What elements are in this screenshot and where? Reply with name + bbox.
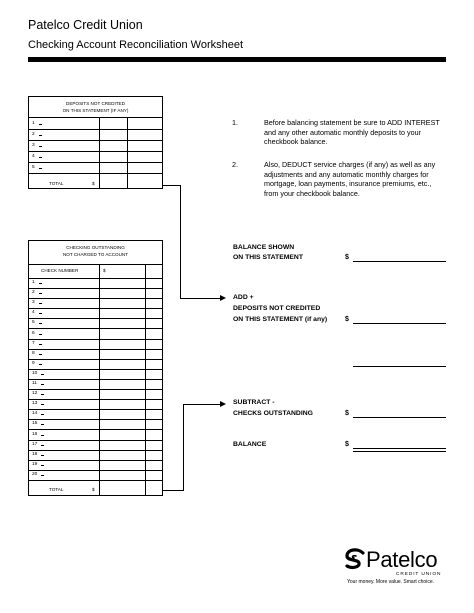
- checks-row-dash: [41, 435, 44, 436]
- deposits-total-currency: $: [92, 181, 95, 186]
- checks-row-number: 18: [32, 451, 38, 457]
- checks-row-dash: [41, 455, 44, 456]
- add-deposits-label-line2: DEPOSITS NOT CREDITED: [233, 305, 321, 312]
- deposits-row: [29, 162, 162, 174]
- checks-column-divider: [99, 265, 100, 495]
- checks-row-dash: [41, 424, 44, 425]
- checks-row-dash: [41, 394, 44, 395]
- checks-row-number: 13: [32, 401, 38, 407]
- checks-total-currency: $: [92, 487, 95, 492]
- checks-row-number: 11: [32, 381, 37, 387]
- balance-field-double-rule: [353, 451, 446, 452]
- checks-row-dash: [39, 323, 42, 324]
- checks-row-number: 12: [32, 391, 38, 397]
- deposits-row-dash: [39, 146, 42, 147]
- document-subtitle: Checking Account Reconciliation Worksheet: [28, 39, 244, 51]
- checks-row-number: 1: [32, 280, 35, 286]
- checks-connector-h2: [183, 404, 222, 405]
- logo-tagline: Your money. More value. Smart choice.: [347, 579, 434, 585]
- checks-table-header: [29, 241, 162, 265]
- checks-row-number: 6: [32, 330, 35, 336]
- add-deposits-label-line1: ADD +: [233, 294, 254, 301]
- checks-row-number: 16: [32, 431, 38, 437]
- deposits-table-header: [29, 97, 162, 118]
- checks-total-label: TOTAL: [49, 487, 64, 492]
- checks-row-number: 17: [32, 441, 38, 447]
- instruction-2: [232, 160, 444, 210]
- deposits-connector-h2: [180, 298, 222, 299]
- deposits-row-number: 5: [32, 164, 35, 170]
- deposits-column-divider: [99, 118, 100, 188]
- balance-shown-label-line1: BALANCE SHOWN: [233, 244, 295, 251]
- checks-column-header-row: [29, 265, 162, 279]
- subtract-checks-currency: $: [345, 410, 349, 417]
- instruction-1-text: Before balancing statement be sure to ADD INTEREST and any other automatic monthly deposits to your checkbook balance.: [264, 118, 440, 147]
- checks-row-dash: [39, 344, 42, 345]
- checks-row-number: 7: [32, 340, 35, 346]
- checks-column-divider: [145, 265, 146, 495]
- balance-shown-field[interactable]: [353, 261, 446, 262]
- instruction-2-text: Also, DEDUCT service charges (if any) as well as any adjustments and any automatic monthly charges for mortgage, loan payments, insurance premiums, etc., from your checkbook balance.: [264, 160, 436, 198]
- subtract-checks-label-line2: CHECKS OUTSTANDING: [233, 410, 313, 417]
- checks-row-number: 19: [32, 461, 38, 467]
- deposits-arrow-icon: [220, 295, 226, 301]
- deposits-not-credited-table: [28, 96, 163, 189]
- checks-row-dash: [39, 313, 42, 314]
- patelco-swoosh-icon: [344, 548, 366, 572]
- checks-row-dash: [39, 334, 42, 335]
- balance-shown-currency: $: [345, 254, 349, 261]
- checks-row-number: 4: [32, 310, 35, 316]
- checks-row-dash: [41, 445, 44, 446]
- deposits-row-dash: [39, 135, 42, 136]
- checks-row-number: 8: [32, 350, 35, 356]
- instruction-1: [232, 118, 444, 158]
- deposits-row-dash: [39, 157, 42, 158]
- deposits-row-number: 4: [32, 153, 35, 159]
- checks-row-number: 5: [32, 320, 35, 326]
- balance-field[interactable]: [353, 448, 446, 449]
- checks-row-dash: [39, 293, 42, 294]
- balance-currency: $: [345, 441, 349, 448]
- checks-header-line1: CHECKING OUTSTANDING: [66, 245, 125, 250]
- checks-row-dash: [41, 465, 44, 466]
- deposits-total-label: TOTAL: [49, 181, 64, 186]
- checks-connector-h1: [163, 490, 183, 491]
- instruction-1-number: 1.: [232, 118, 238, 127]
- check-number-column-label: CHECK NUMBER: [41, 268, 79, 273]
- checks-arrow-icon: [220, 401, 226, 407]
- checks-row-number: 10: [32, 370, 38, 376]
- check-amount-column-currency: $: [103, 268, 106, 273]
- checks-outstanding-table: [28, 240, 163, 496]
- checks-header-line2: NOT CHARGED TO ACCOUNT: [62, 251, 129, 257]
- checks-row-number: 14: [32, 411, 38, 417]
- checks-row: [29, 470, 162, 481]
- checks-row-dash: [39, 364, 42, 365]
- checks-row-dash: [41, 374, 44, 375]
- add-deposits-label-line3: ON THIS STATEMENT (if any): [233, 316, 328, 323]
- checks-row-number: 20: [32, 471, 38, 477]
- add-deposits-subtotal-field[interactable]: [353, 366, 446, 367]
- checks-row-number: 2: [32, 290, 35, 296]
- instruction-2-number: 2.: [232, 160, 238, 169]
- add-deposits-field[interactable]: [353, 323, 446, 324]
- logo-wordmark: Patelco: [366, 547, 438, 572]
- checks-row-dash: [41, 414, 44, 415]
- checks-row-number: 9: [32, 360, 35, 366]
- balance-label: BALANCE: [233, 441, 267, 448]
- deposits-row-number: 2: [32, 131, 35, 137]
- balance-shown-label-line2: ON THIS STATEMENT: [233, 254, 303, 261]
- subtract-checks-field[interactable]: [353, 417, 446, 418]
- deposits-row-number: 3: [32, 142, 35, 148]
- checks-row-dash: [41, 384, 44, 385]
- logo-subline: CREDIT UNION: [396, 572, 442, 577]
- checks-row-dash: [39, 354, 42, 355]
- deposits-header-line1: DEPOSITS NOT CREDITED: [66, 101, 125, 106]
- add-deposits-currency: $: [345, 316, 349, 323]
- checks-row-number: 15: [32, 421, 38, 427]
- deposits-row-dash: [39, 168, 42, 169]
- deposits-connector-v: [180, 185, 181, 298]
- checks-row-dash: [41, 404, 44, 405]
- deposits-header-line2: ON THIS STATEMENT (IF ANY): [62, 107, 129, 113]
- document-title: Patelco Credit Union: [28, 18, 143, 32]
- deposits-row-dash: [39, 124, 42, 125]
- deposits-row-number: 1: [32, 120, 35, 126]
- subtract-checks-label-line1: SUBTRACT -: [233, 399, 275, 406]
- header-rule: [28, 57, 446, 62]
- checks-row-dash: [39, 283, 42, 284]
- deposits-column-divider: [127, 118, 128, 188]
- checks-row-dash: [41, 475, 44, 476]
- checks-row-number: 3: [32, 300, 35, 306]
- deposits-connector-h1: [163, 185, 180, 186]
- checks-connector-v: [183, 404, 184, 491]
- checks-row-dash: [39, 303, 42, 304]
